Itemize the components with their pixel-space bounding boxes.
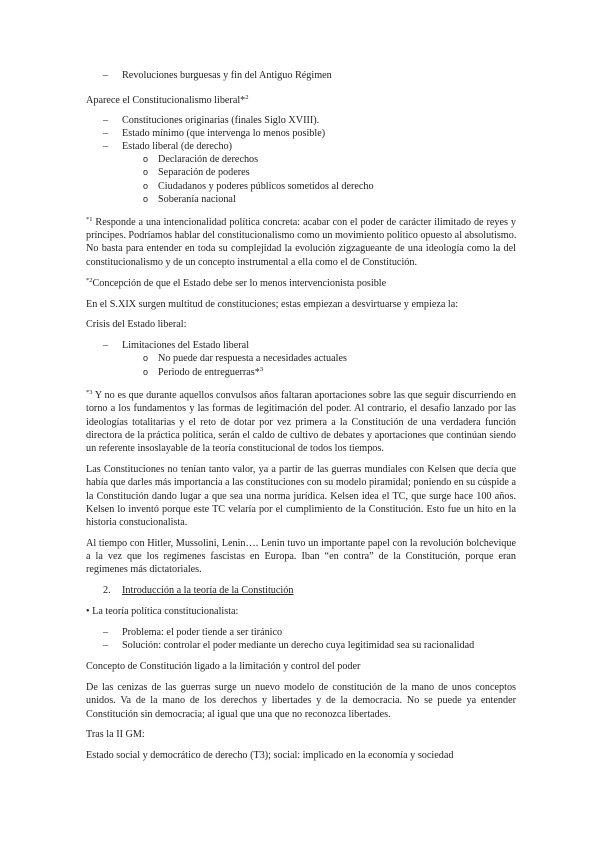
dash-bullet: –: [103, 640, 109, 651]
paragraph-line: Constitución sin democracia; al igual que una que no reconozca libertades.: [86, 709, 391, 720]
paragraph-line: [86, 605, 516, 618]
paragraph-text: Concepción de que el Estado debe ser lo menos intervencionista posible: [92, 278, 387, 289]
paragraph-line: historia constucionalista.: [86, 517, 188, 528]
sublist-item-text: [158, 366, 263, 379]
paragraph-text: Aparece el Constitucionalismo liberal*: [86, 95, 246, 106]
footnote-marker: *3: [86, 389, 93, 396]
paragraph-line: No basta para entender en toda su complejidad la evolución zigzagueante de una ideología como la del: [86, 243, 516, 254]
paragraph-line: [86, 216, 516, 229]
dash-bullet: –: [103, 128, 109, 139]
heading-text: Introducción a la teoría de la Constitución: [122, 585, 294, 596]
list-item-text: Problema: el poder tiende a ser tiránico: [122, 627, 283, 638]
list-item-text: Constituciones originarias (finales Siglo XVIII).: [122, 115, 320, 126]
paragraph-line: un referente insoslayable de la teoría constitucional de todos los tiempos.: [86, 443, 384, 454]
paragraph-text: La teoría política constitucionalista:: [92, 606, 239, 617]
footnote-marker: *1: [86, 216, 93, 223]
paragraph-line: En el S.XIX surgen multitud de constituciones; estas empiezan a desvirtuarse y empieza la:: [86, 299, 459, 310]
circle-bullet: o: [143, 167, 149, 177]
heading-number: 2.: [103, 585, 111, 596]
paragraph-text: Y no es que durante aquellos convulsos años faltaran aportaciones sobre las que seguir discurriendo en: [94, 390, 516, 401]
footnote-marker: 3: [259, 366, 264, 373]
sublist-item-label: Periodo de entreguerras*: [158, 367, 260, 378]
paragraph-line: Al tiempo con Hitler, Mussolini, Lenin…. Lenin tuvo un importante papel con la revolución bolchevique: [86, 538, 516, 549]
sublist-item-text: Declaración de derechos: [158, 154, 259, 165]
dash-bullet: –: [103, 141, 109, 152]
dash-bullet: –: [103, 340, 109, 351]
list-item-text: Revoluciones burguesas y fin del Antiguo Régimen: [122, 70, 332, 81]
paragraph-line: torno a los fundamentos y las formas de legitimación del poder. Al contrario, el desafío lanzado por las: [86, 403, 516, 414]
sublist-item-text: No puede dar respuesta a necesidades actuales: [158, 353, 347, 364]
paragraph-line: a la vez que los regímenes fascistas en Europa. Iban “en contra” de la Constitución, porque eran: [86, 551, 516, 562]
circle-bullet: o: [143, 154, 149, 164]
footnote-marker: *2: [86, 277, 93, 284]
paragraph-line: Las Constituciones no tenían tanto valor, ya a partir de las guerras mundiales con Kelsen que decía que: [86, 464, 516, 475]
paragraph-line: unidos. Va de la mano de los derechos y libertades y de la democracia. No se puede ya entender: [86, 695, 516, 706]
dash-bullet: –: [103, 70, 109, 81]
sublist-item-text: Separación de poderes: [158, 167, 250, 178]
paragraph-line: Concepto de Constitución ligado a la limitación y control del poder: [86, 661, 361, 672]
paragraph-text: Responde a una intencionalidad política concreta: acabar con el poder de carácter ilimitado de reyes y: [95, 217, 516, 228]
paragraph-line: [86, 277, 516, 290]
footnote-marker: 2: [245, 94, 249, 101]
circle-bullet: o: [143, 367, 149, 377]
paragraph-line: Estado social y democrático de derecho (T3); social: implicado en la economía y sociedad: [86, 750, 454, 761]
circle-bullet: o: [143, 181, 149, 191]
paragraph-line: Tras la II GM:: [86, 729, 145, 740]
paragraph-line: la Constitución dando lugar a que sea una norma jurídica. Kelsen idea el TC, que surge hace 100 años.: [86, 491, 516, 502]
sublist-item-text: Ciudadanos y poderes públicos sometidos al derecho: [158, 181, 374, 192]
circle-bullet: o: [143, 353, 149, 363]
dash-bullet: –: [103, 627, 109, 638]
paragraph-line: directora de la práctica política, serán el caldo de cultivo de debates y aportaciones que continúan siendo: [86, 430, 516, 441]
list-item-text: Solución: controlar el poder mediante un derecho cuya legitimidad sea su racionalidad: [122, 640, 475, 651]
sublist-item-text: Soberanía nacional: [158, 194, 236, 205]
dash-bullet: –: [103, 115, 109, 126]
list-item-text: Limitaciones del Estado liberal: [122, 340, 250, 351]
paragraph-line: Crisis del Estado liberal:: [86, 319, 187, 330]
paragraph-line: había que darles más importancia a las constituciones con su modelo piramidal; poniendo en su cúspide a: [86, 477, 516, 488]
circle-bullet: o: [143, 194, 149, 204]
paragraph-line: constitucionalismo y de un concepto instrumental a ella como el de Constitución.: [86, 257, 418, 268]
paragraph-line: regímenes más dictatoriales.: [86, 564, 202, 575]
paragraph-line: príncipes. Podríamos hablar del constitucionalismo como un movimiento político opuesto al absolutismo.: [86, 230, 517, 241]
paragraph-line: De las cenizas de las guerras surge un nuevo modelo de constitución de la mano de unos conceptos: [86, 682, 516, 693]
paragraph-line: Kelsen lo inventó porque este TC velaría por el cumplimiento de la Constitución. Esto fue un hito en la: [86, 504, 516, 515]
paragraph-line: ideologías totalitarias y el reto de dotar por vez primera a la Constitución de una verdadera función: [86, 417, 516, 428]
dot-bullet: •: [86, 606, 90, 617]
paragraph-line: [86, 389, 516, 402]
paragraph-line: [86, 94, 516, 107]
list-item-text: Estado mínimo (que intervenga lo menos posible): [122, 128, 326, 139]
list-item-text: Estado liberal (de derecho): [122, 141, 233, 152]
